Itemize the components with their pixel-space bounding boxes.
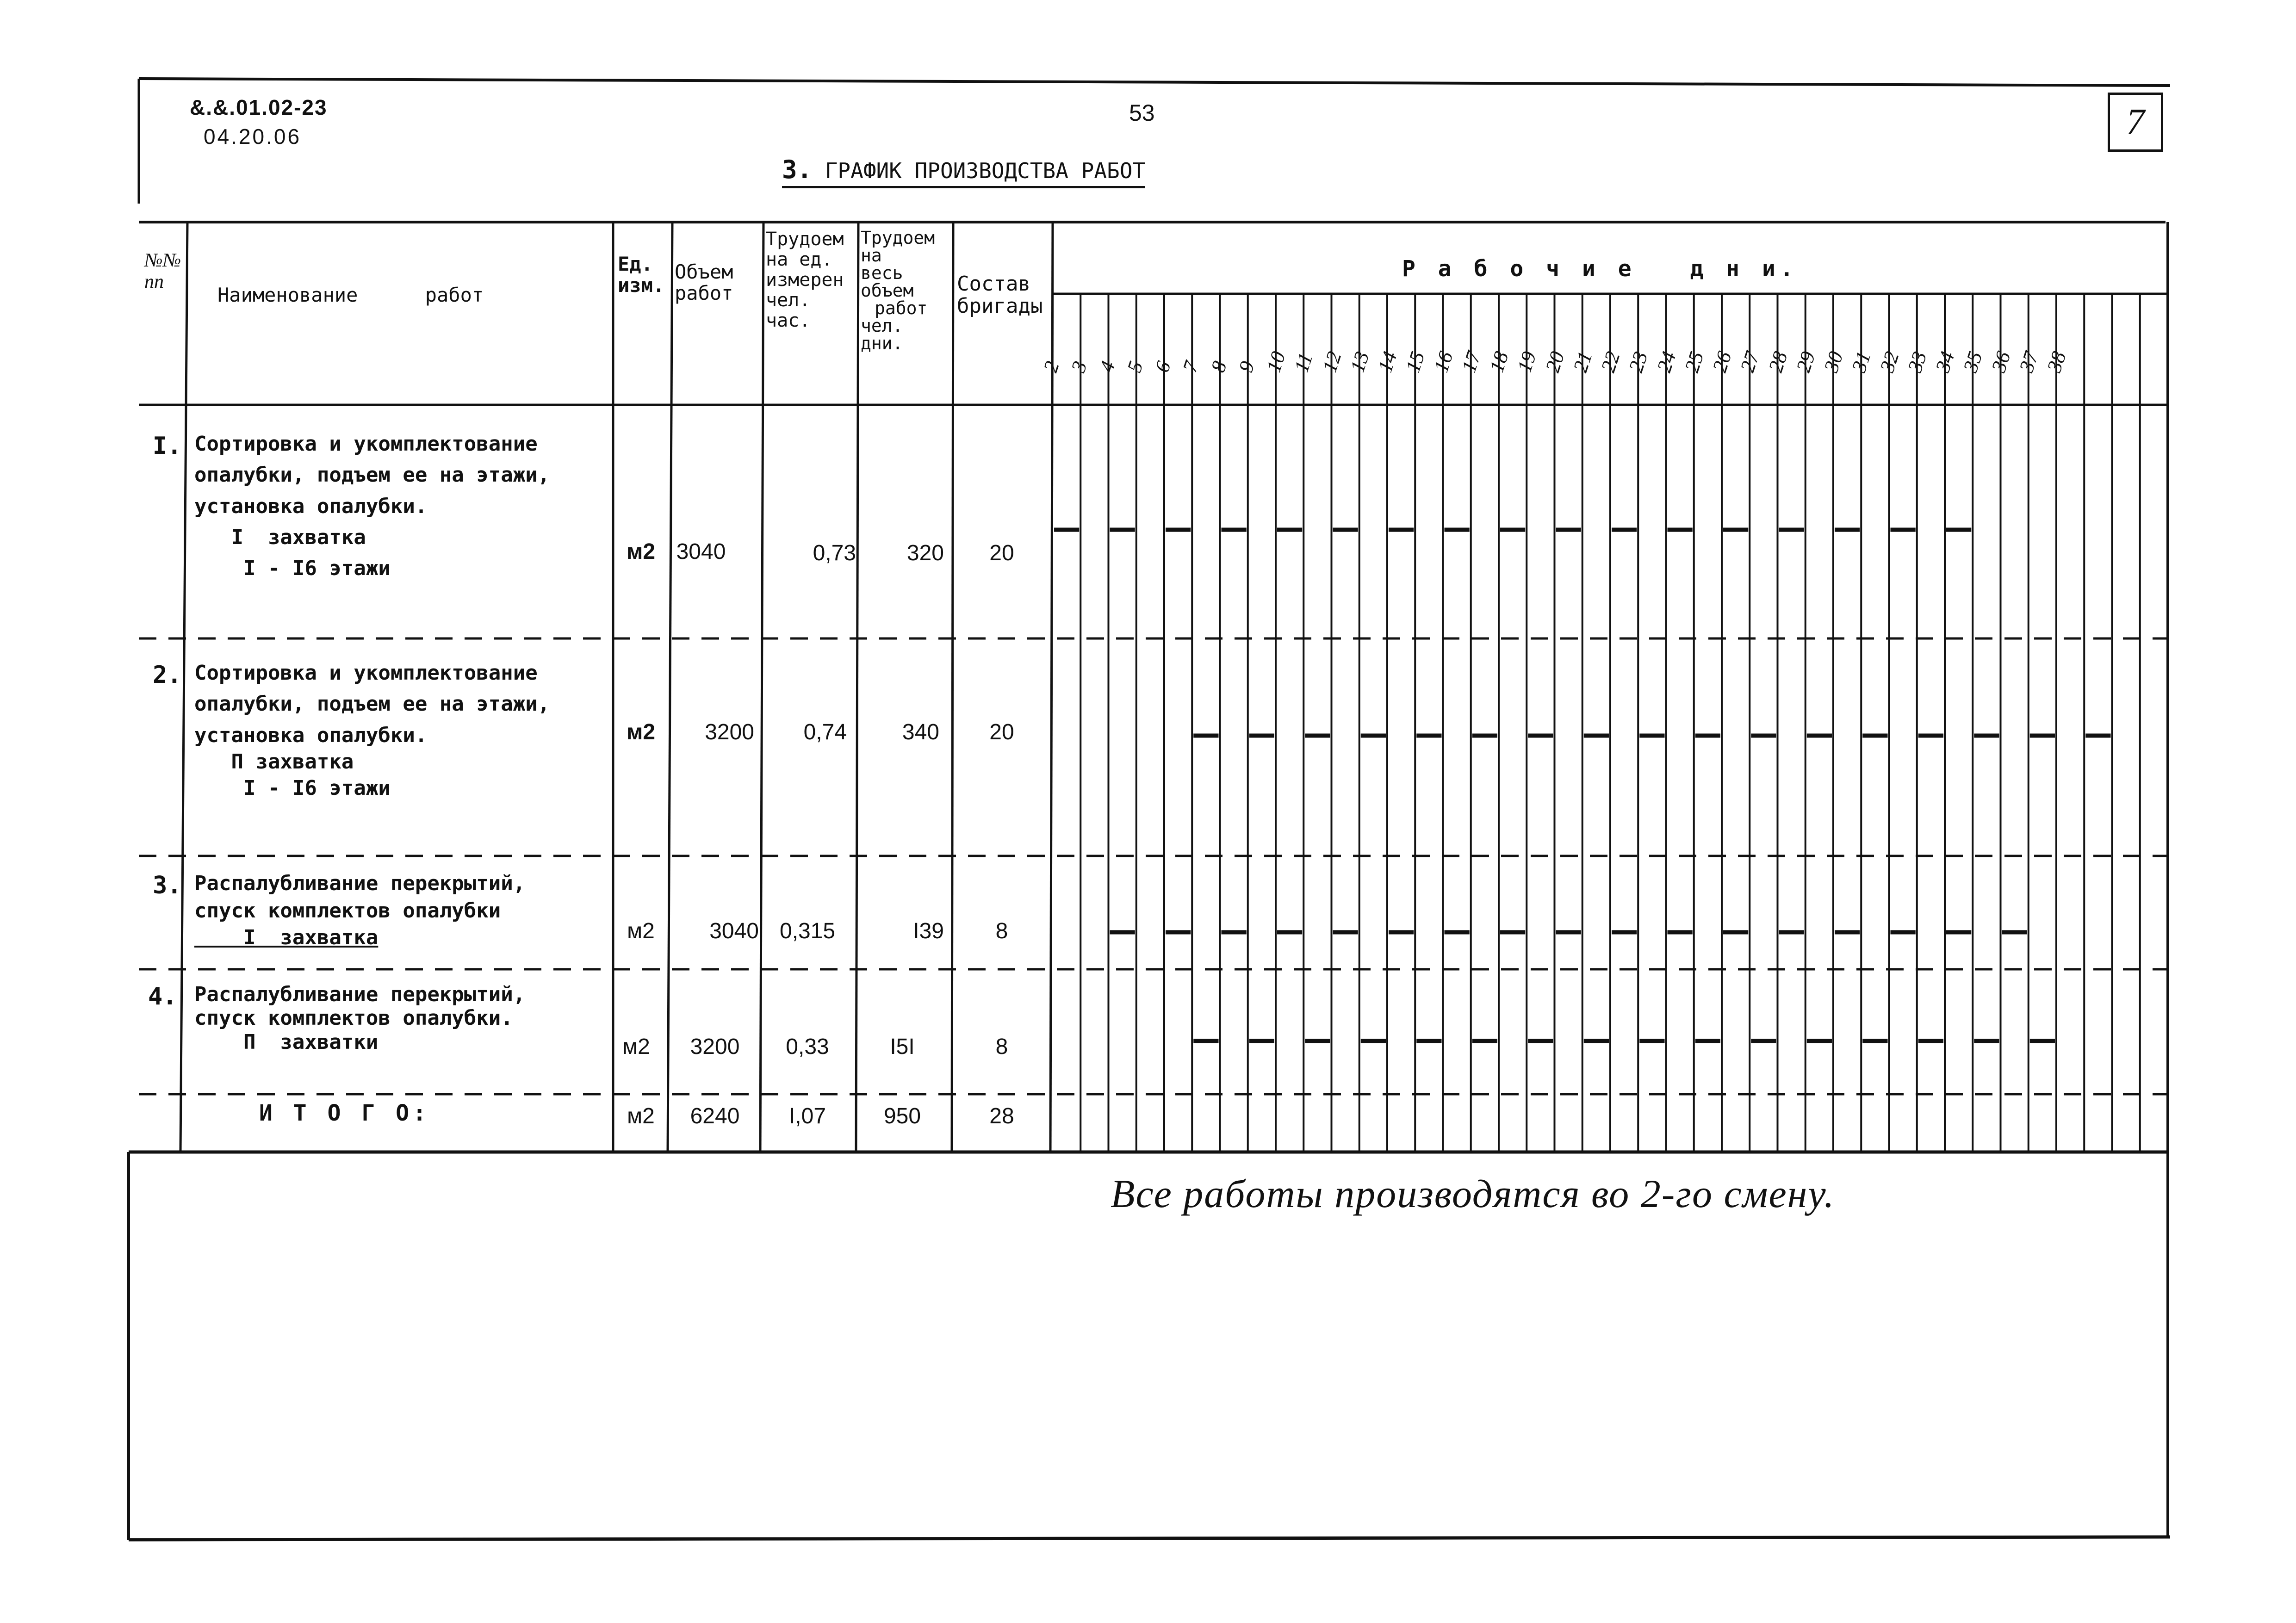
row-1-name [194,433,550,580]
row-2-name-line5: I - I6 этажи [194,776,391,800]
row-1-crew: 20 [989,541,1014,565]
header-labor-total-line6: чел. [861,316,903,336]
day-label: 27 [1736,348,1764,375]
day-label: 16 [1429,348,1458,375]
day-label: 19 [1513,348,1541,375]
day-label: 18 [1485,348,1513,375]
day-label: 22 [1596,348,1625,375]
row-1-volume: 3040 [676,539,726,564]
row-2-volume: 3200 [705,720,754,744]
total-label: И Т О Г О: [259,1100,430,1126]
day-label: 14 [1373,348,1402,375]
row-4-num: 4. [148,983,177,1010]
day-label: 13 [1346,348,1374,375]
header-unit-line1: Ед. [618,253,653,275]
day-label: 33 [1903,348,1931,375]
row-4-name-line1: Распалубливание перекрытий, [194,983,526,1006]
day-label: 15 [1401,348,1429,375]
header-labor-unit [766,229,844,331]
row-1-name-line4: I захватка [194,525,366,549]
day-label: 8 [1206,358,1231,375]
header-labor-unit-line4: чел. [766,290,811,311]
day-label: 24 [1652,348,1681,375]
header-labor-total-line5: работ [875,298,928,318]
row-2-name [194,662,550,799]
row-4-volume: 3200 [690,1035,740,1059]
day-label: 30 [1819,348,1848,375]
header-num-line2: пп [144,271,164,293]
page-number: 53 [1129,100,1155,126]
header-volume-line2: работ [675,282,733,305]
row-3-name [194,872,525,949]
day-label: 28 [1763,348,1792,375]
row-1-name-line2: опалубки, подъем ее на этажи, [194,463,550,487]
row-3-name-line2: спуск комплектов опалубки [194,899,501,923]
header-num-line1: №№ [144,250,181,271]
row-4-labor-unit: 0,33 [786,1035,829,1059]
row-4-name [194,983,525,1053]
header-crew [957,273,1043,318]
day-label: 7 [1178,358,1204,375]
section-title: ГРАФИК ПРОИЗВОДСТВА РАБОТ [825,158,1146,183]
row-1-name-line5: I - I6 этажи [194,557,391,581]
day-label: 10 [1262,348,1290,375]
row-3-labor-total: I39 [913,919,944,943]
header-labor-total-line7: дни. [861,333,903,353]
row-4-crew: 8 [995,1035,1008,1059]
header-days-title: Р а б о ч и е д н и. [1402,256,1798,282]
total-labor-unit: I,07 [788,1104,826,1128]
header-num [144,250,181,292]
header-labor-total-line2: на [861,245,882,266]
row-2-labor-total: 340 [902,720,939,744]
header-labor-total-line1: Трудоем [861,228,935,248]
sheet-number: 7 [2126,102,2145,142]
row-3-name-line3: I захватка [194,925,379,949]
day-label: 34 [1931,348,1959,375]
day-label: 6 [1150,358,1175,375]
day-label: 12 [1317,348,1346,375]
day-label: 4 [1094,358,1120,375]
day-label: 23 [1624,348,1652,375]
day-label: 29 [1792,348,1820,375]
header-volume-line1: Объем [675,260,733,283]
day-label: 21 [1569,348,1597,375]
day-label: 38 [2042,348,2071,375]
row-2-crew: 20 [989,720,1014,744]
row-2-name-line1: Сортировка и укомплектование [194,661,538,685]
row-2-num: 2. [153,661,182,689]
row-2-unit: м2 [626,720,656,744]
row-4-labor-total: I5I [890,1035,915,1059]
day-label: 9 [1234,358,1259,375]
header-labor-unit-line1: Трудоем [766,229,844,250]
header-volume [675,261,733,304]
row-3-name-line1: Распалубливание перекрытий, [194,872,526,895]
day-label: 26 [1708,348,1736,375]
row-1-name-line1: Сортировка и укомплектование [194,432,538,456]
section-number: 3. [782,155,813,184]
header-labor-unit-line3: измерен [766,269,844,291]
row-4-name-line2: спуск комплектов опалубки. [194,1006,513,1030]
day-label: 25 [1680,348,1708,375]
header-labor-unit-line2: на ед. [766,249,833,270]
doc-code: &.&.01.02-23 [190,95,328,119]
header-crew-line1: Состав [957,272,1030,296]
header-labor-total [861,229,935,352]
total-unit: м2 [627,1104,655,1128]
day-label: 17 [1457,348,1485,375]
total-crew: 28 [989,1104,1014,1128]
row-3-crew: 8 [995,919,1008,943]
row-2-labor-unit: 0,74 [803,720,847,744]
day-label: 32 [1875,348,1904,375]
row-4-unit: м2 [622,1035,650,1059]
header-labor-total-line4: объем [861,280,914,301]
day-label: 3 [1067,358,1092,375]
handwritten-note: Все работы производятся во 2-го смену. [1111,1171,1835,1216]
row-1-labor-total: 320 [906,541,944,565]
header-unit-line2: изм. [618,274,665,297]
header-unit [618,254,664,296]
row-1-num: I. [153,432,182,460]
day-label: 20 [1540,348,1569,375]
day-label: 31 [1847,348,1875,375]
day-label: 2 [1039,358,1064,375]
day-label: 35 [1959,348,1987,375]
row-1-unit: м2 [626,539,656,564]
total-labor-total: 950 [883,1104,921,1128]
header-crew-line2: бригады [957,294,1043,318]
row-3-volume: 3040 [709,919,759,943]
row-4-name-line3: П захватки [194,1030,379,1054]
day-label: 36 [1986,348,2015,375]
row-1-name-line3: установка опалубки. [194,494,428,518]
row-1-labor-unit: 0,73 [813,541,856,565]
row-3-unit: м2 [627,919,655,943]
header-labor-unit-line5: час. [766,310,811,331]
row-3-labor-unit: 0,315 [779,919,836,943]
total-volume: 6240 [690,1104,740,1128]
day-label: 5 [1123,358,1148,375]
header-labor-total-line3: весь [861,263,903,283]
row-2-name-line2: опалубки, подъем ее на этажи, [194,692,550,716]
header-name: Наименование работ [217,284,484,306]
day-label: 11 [1290,350,1317,375]
day-label: 37 [2015,348,2043,375]
row-2-name-line3: установка опалубки. [194,723,428,747]
doc-date: 04.20.06 [204,124,302,149]
row-3-num: 3. [153,872,182,899]
row-2-name-line4: П захватка [194,750,354,774]
